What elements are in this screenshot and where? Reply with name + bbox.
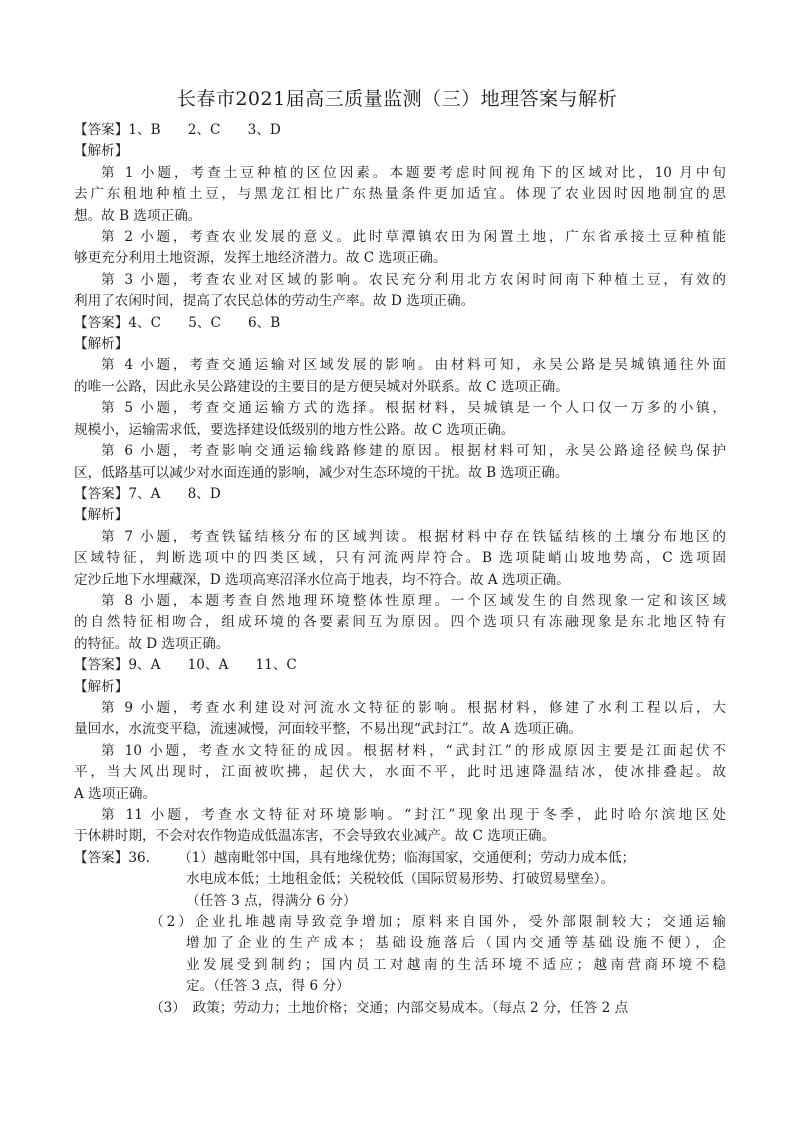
paragraph-line: 第 1 小题，考查土豆种植的区位因素。本题要考虑时间视角下的区域对比，10 月中旬 bbox=[101, 164, 726, 181]
paragraph-line: 的自然特征相吻合，组成环境的各要素间互为原因。四个选项只有冻融现象是东北地区特有 bbox=[74, 614, 726, 631]
paragraph-line: 第 5 小题，考查交通运输方式的选择。根据材料，吴城镇是一个人口仅一万多的小镇， bbox=[101, 400, 726, 417]
q2-line: 增加了企业的生产成本；基础设施落后（国内交通等基础设施不便），企 bbox=[186, 935, 726, 952]
q1-line: 水电成本低；土地租金低；关税较低（国际贸易形势、打破贸易壁垒）。 bbox=[186, 871, 615, 888]
paragraph-line: 第 3 小题，考查农业对区域的影响。农民充分利用北方农闲时间南下种植土豆，有效的 bbox=[101, 271, 726, 288]
paragraph-line: 平，当大风出现时，江面被吹拂，起伏大，水面不平，此时迅速降温结冰，使冰排叠起。故 bbox=[74, 764, 726, 781]
paragraph-line: 定沙丘地下水埋藏深，D 选项高寒沼泽水位高于地表，均不符合。故 A 选项正确。 bbox=[74, 571, 570, 588]
paragraph-line: 去广东租地种植土豆，与黑龙江相比广东热量条件更加适宜。体现了农业因时因地制宜的思 bbox=[74, 186, 726, 203]
paragraph-line: 利用了农闲时间，提高了农民总体的劳动生产率。故 D 选项正确。 bbox=[74, 293, 475, 310]
answer-36-label: 【答案】36. bbox=[74, 849, 150, 866]
paragraph-line: 够更充分利用土地资源，发挥土地经济潜力。故 C 选项正确。 bbox=[74, 250, 447, 267]
answer-line-4: 【答案】9、A 10、A 11、C bbox=[74, 657, 297, 674]
paragraph-line: 第 10 小题，考查水文特征的成因。根据材料，“武封江”的形成原因主要是江面起伏不 bbox=[101, 742, 726, 759]
document-body bbox=[74, 120, 726, 1019]
q2-line: （2）企业扎堆越南导致竞争增加；原料来自国外，受外部限制较大；交通运输 bbox=[150, 914, 726, 931]
paragraph-line: 区域特征，判断选项中的四类区域，只有河流两岸符合。B 选项陡峭山坡地势高，C 选项固 bbox=[74, 550, 726, 567]
analysis-label-3: 【解析】 bbox=[74, 507, 129, 524]
paragraph-line: 量回水，水流变平稳，流速减慢，河面较平整，不易出现“武封江”。故 A 选项正确。 bbox=[74, 721, 583, 738]
paragraph-line: 第 2 小题，考查农业发展的意义。此时草潭镇农田为闲置土地，广东省承接土豆种植能 bbox=[101, 229, 726, 246]
q2-line: 定。（任答 3 点，得 6 分） bbox=[186, 978, 350, 995]
q2-line: 业发展受到制约；国内员工对越南的生活环境不适应；越南营商环境不稳 bbox=[186, 956, 726, 973]
paragraph-line: 第 4 小题，考查交通运输对区域发展的影响。由材料可知，永吴公路是吴城镇通往外面 bbox=[101, 357, 726, 374]
paragraph-line: 第 8 小题，本题考查自然地理环境整体性原理。一个区域发生的自然现象一定和该区域 bbox=[101, 592, 726, 609]
paragraph-line: 想。故 B 选项正确。 bbox=[74, 207, 202, 224]
analysis-label-1: 【解析】 bbox=[74, 143, 129, 160]
paragraph-line: 区，低路基可以减少对水面连通的影响，减少对生态环境的干扰。故 B 选项正确。 bbox=[74, 464, 569, 481]
q1-line: （1）越南毗邻中国，具有地缘优势；临海国家，交通便利；劳动力成本低； bbox=[178, 849, 636, 866]
q1-line: （任答 3 点，得满分 6 分） bbox=[186, 892, 357, 909]
paragraph-line: 于休耕时期，不会对农作物造成低温冻害，不会导致农业减产。故 C 选项正确。 bbox=[74, 828, 556, 845]
paragraph-line: 的唯一公路，因此永吴公路建设的主要目的是方便吴城对外联系。故 C 选项正确。 bbox=[74, 378, 569, 395]
paragraph-line: 第 11 小题，考查水文特征对环境影响。“封江”现象出现于冬季，此时哈尔滨地区处 bbox=[101, 807, 726, 823]
answer-line-3: 【答案】7、A 8、D bbox=[74, 485, 221, 502]
paragraph-line: 第 7 小题，考查铁锰结核分布的区域判读。根据材料中存在铁锰结核的土壤分布地区的 bbox=[101, 528, 726, 545]
paragraph-line: 的特征。故 D 选项正确。 bbox=[74, 635, 230, 652]
q3-line: （3） 政策；劳动力；土地价格；交通；内部交易成本。（每点 2 分，任答 2 点 bbox=[150, 999, 629, 1016]
paragraph-line: 规模小，运输需求低，要选择建设低级别的地方性公路。故 C 选项正确。 bbox=[74, 421, 515, 438]
answer-line-36 bbox=[74, 848, 726, 869]
analysis-label-2: 【解析】 bbox=[74, 336, 129, 353]
paragraph-line: 第 9 小题，考查水利建设对河流水文特征的影响。根据材料，修建了水利工程以后，大 bbox=[101, 699, 726, 716]
paragraph-line: A 选项正确。 bbox=[74, 785, 157, 802]
analysis-label-4: 【解析】 bbox=[74, 678, 129, 695]
answer-line-2: 【答案】4、C 5、C 6、B bbox=[74, 314, 281, 331]
paragraph-line: 第 6 小题，考查影响交通运输线路修建的原因。根据材料可知，永吴公路途径候鸟保护 bbox=[101, 443, 726, 460]
document-title: 长春市2021届高三质量监测（三）地理答案与解析 bbox=[176, 88, 618, 110]
answer-line-1: 【答案】1、B 2、C 3、D bbox=[74, 122, 281, 138]
